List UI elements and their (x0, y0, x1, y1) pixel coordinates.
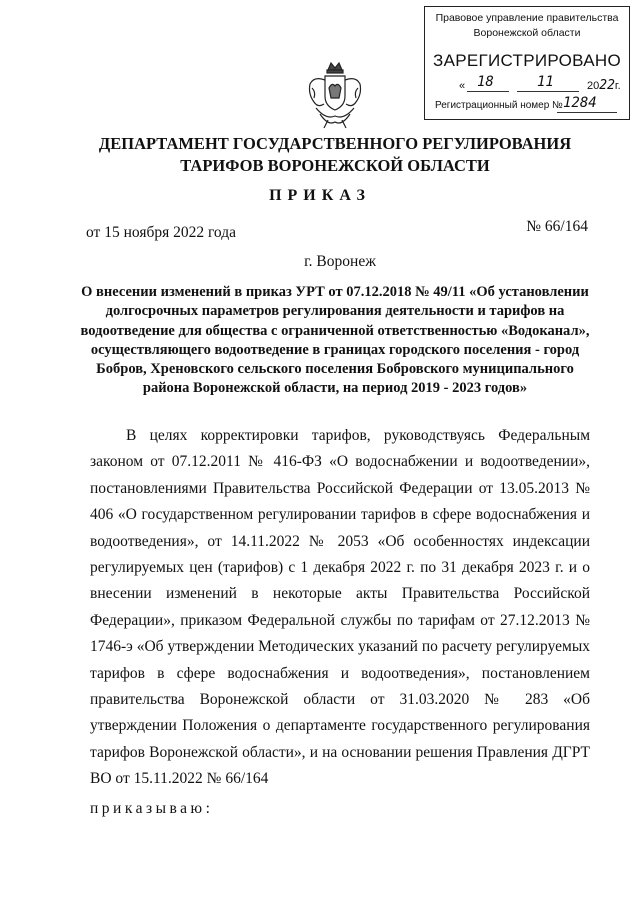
stamp-number-label: Регистрационный номер № (435, 100, 563, 111)
document-type: ПРИКАЗ (269, 187, 371, 204)
coat-of-arms-icon (304, 60, 366, 132)
stamp-date-day: 18 (477, 74, 494, 90)
stamp-date-year (587, 78, 621, 93)
stamp-authority-line2: Воронежской области (473, 27, 581, 39)
stamp-number-value: 1284 (563, 95, 597, 111)
stamp-number (435, 95, 597, 111)
stamp-year-prefix: 20 (587, 80, 600, 92)
stamp-year-suffix: 22 (599, 78, 615, 93)
preamble-paragraph: В целях корректировки тарифов, руководствуясь Федеральным законом от 07.12.2011 № 416-ФЗ «О водоснабжении и водоотведении», постановлениями Правительства Российской Федерации от 13.05.2013 № 406 «О государственном регулировании тарифов в сфере водоснабжения и водоотведения», от 14.11.2022 № 2053 «Об особенностях индексации регулируемых цен (тарифов) с 1 декабря 2022 г. по 31 декабря 2023 г. и о внесении изменений в некоторые акты Правительства Российской Федерации», приказом Федеральной службы по тарифам от 27.12.2013 № 1746-э «Об утверждении Методических указаний по расчету регулируемых тарифов в сфере водоснабжения и водоотведения», постановлением правительства Воронежской области от 31.03.2020 № 283 «Об утверждении Положения о департаменте государственного регулирования тарифов Воронежской области», и на основании решения Правления ДГРТ ВО от 15.11.2022 № 66/164 (90, 427, 590, 788)
registration-stamp (424, 6, 630, 120)
department-title-line2: ТАРИФОВ ВОРОНЕЖСКОЙ ОБЛАСТИ (180, 156, 490, 175)
stamp-year-end: г. (614, 80, 621, 92)
stamp-date (445, 74, 625, 94)
stamp-date-quote: « (459, 80, 466, 92)
document-date: от 15 ноября 2022 года (86, 224, 237, 241)
stamp-date-month: 11 (537, 74, 554, 90)
order-closing: приказываю: (90, 800, 214, 817)
document-city: г. Воронеж (304, 253, 376, 270)
department-title-line1: ДЕПАРТАМЕНТ ГОСУДАРСТВЕННОГО РЕГУЛИРОВАНИЯ (98, 134, 572, 153)
stamp-registered-label: ЗАРЕГИСТРИРОВАНО (433, 51, 621, 70)
document-number: № 66/164 (526, 218, 588, 235)
stamp-authority-line1: Правовое управление правительства (435, 12, 619, 24)
document-subject: О внесении изменений в приказ УРТ от 07.12.2018 № 49/11 «Об установлении долгосрочных параметров регулирования деятельности и тарифов на водоотведение для общества с ограниченной ответственностью «Водоканал», осуществляющего водоотведение в границах городского поселения - город Бобров, Хреновского сельского поселения Бобровского муниципального района Воронежской области, на период 2019 - 2023 годов» (80, 284, 590, 397)
